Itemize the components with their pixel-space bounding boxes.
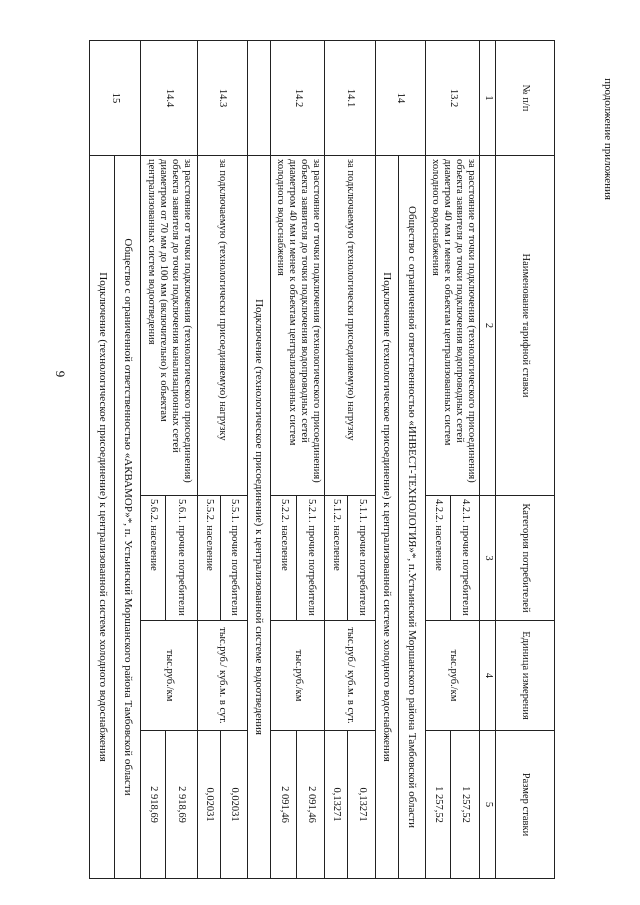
row-num: 14.3 [197,41,248,156]
row-unit: тыс.руб./км [140,621,197,731]
row-category: 5.1.1. прочие потребители [348,496,375,621]
row-rate: 0,02031 [197,731,220,879]
row-rate: 0,13271 [348,731,375,879]
row-num: 13.2 [426,41,480,156]
empty-num-cell [248,41,271,156]
table-row [450,41,479,879]
row-rate: 1 257,52 [450,731,479,879]
row-rate: 2 091,46 [297,731,325,879]
row-unit: тыс.руб./ куб.м. в сут. [325,621,376,731]
row-name: за расстояние от точки подключения (технологического присоединения) объекта заявителя до точки подключения водопроводных сетей диаметром 40 мм и менее к объектам централизованных систем холодного водоснабжения [271,156,325,496]
col-number-5: 5 [480,731,496,879]
section-row [375,41,398,879]
table-row [165,41,197,879]
section-row [90,41,115,879]
header-row [496,41,555,879]
row-rate: 1 257,52 [426,731,451,879]
row-category: 5.5.1. прочие потребители [220,496,247,621]
header-name: Наименование тарифной ставки [496,156,555,496]
row-rate: 2 918,69 [140,731,165,879]
org-row [115,41,140,879]
tariff-table-rotated [89,40,555,878]
row-unit: тыс.руб./ куб.м. в сут. [197,621,248,731]
header-unit: Единица измерения [496,621,555,731]
col-number-2: 2 [480,156,496,496]
row-name: за подключаемую (технологически присоединяемую) нагрузку [325,156,376,496]
row-category: 5.2.2. население [271,496,297,621]
row-unit: тыс.руб./км [426,621,480,731]
row-num: 15 [90,41,141,156]
header-num: № п/п [496,41,555,156]
row-rate: 2 918,69 [165,731,197,879]
row-name: за подключаемую (технологически присоединяемую) нагрузку [197,156,248,496]
row-category: 5.6.2. население [140,496,165,621]
row-category: 5.6.1. прочие потребители [165,496,197,621]
table-row [348,41,375,879]
row-num: 14.4 [140,41,197,156]
col-number-3: 3 [480,496,496,621]
col-number-1: 1 [480,41,496,156]
row-name: за расстояние от точки подключения (технологического присоединения) объекта заявителя до точки подключения водопроводных сетей диаметром 40 мм и менее к объектам централизованных систем холодного водоснабжения [426,156,480,496]
row-num: 14 [375,41,426,156]
section-title: Подключение (технологическое присоединение) к централизованной системе холодного водоснабжения [375,156,398,879]
row-category: 5.2.1. прочие потребители [297,496,325,621]
row-name: за расстояние от точки подключения (технологического присоединения) объекта заявителя до точки подключения канализационных сетей диаметром от 70 мм до 100 мм (включительно) к объектам централизованных систем водоотведения [140,156,197,496]
continuation-note: продолжение приложения [602,78,614,200]
page-number: 9 [53,370,68,378]
row-num: 14.1 [325,41,376,156]
column-number-row [480,41,496,879]
row-category: 5.1.2. население [325,496,348,621]
row-category: 4.2.2. население [426,496,451,621]
section-title: Подключение (технологическое присоединение) к централизованной системе холодного водоснабжения [90,156,115,879]
tariff-table [89,40,555,879]
section-row [248,41,271,879]
row-category: 4.2.1. прочие потребители [450,496,479,621]
section-title: Подключение (технологическое присоединение) к централизованной системе водоотведения [248,156,271,879]
header-category: Категория потребителей [496,496,555,621]
row-category: 5.5.2. население [197,496,220,621]
col-number-4: 4 [480,621,496,731]
org-title: Общество с ограниченной ответственностью «АКВАМОР»*, п. Устьинский Моршанского района Тамбовской области [115,156,140,879]
org-row [398,41,425,879]
table-row [220,41,247,879]
header-rate: Размер ставки [496,731,555,879]
row-unit: тыс.руб./км [271,621,325,731]
row-rate: 0,13271 [325,731,348,879]
row-rate: 0,02031 [220,731,247,879]
row-num: 14.2 [271,41,325,156]
row-rate: 2 091,46 [271,731,297,879]
org-title: Общество с ограниченной ответственностью «ИНВЕСТ-ТЕХНОЛОГИЯ»*, п.Устьинский Моршанского района Тамбовской области [398,156,425,879]
table-row [297,41,325,879]
